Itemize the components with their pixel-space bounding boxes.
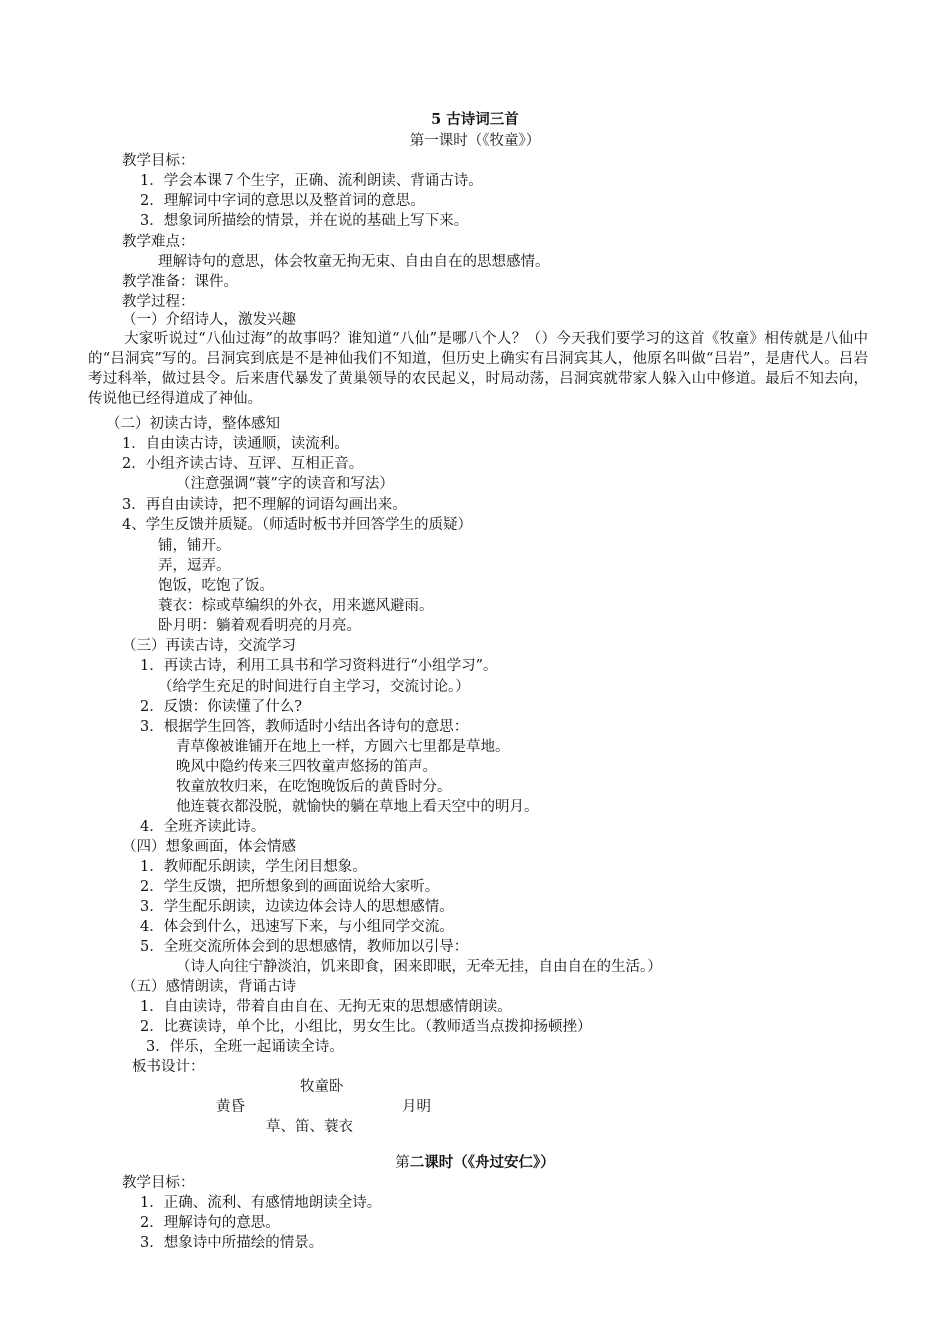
difficulty-text: 理解诗句的意思，体会牧童无拘无束、自由自在的思想感情。 bbox=[158, 254, 550, 270]
goal-item: 1．正确、流利、有感情地朗读全诗。 bbox=[140, 1195, 382, 1211]
word-gloss: 蓑衣：棕或草编织的外衣，用来遮风避雨。 bbox=[158, 598, 434, 614]
lesson1-heading: 第一课时（《牧童》） bbox=[409, 133, 541, 149]
list-item: 4、学生反馈并质疑。（师适时板书并回答学生的质疑） bbox=[122, 517, 472, 533]
list-item: 2．反馈：你读懂了什么? bbox=[140, 699, 302, 715]
board-bottom: 草、笛、蓑衣 bbox=[266, 1119, 353, 1135]
list-note: （注意强调“蓑”字的读音和写法） bbox=[176, 476, 394, 492]
word-gloss: 弄，逗弄。 bbox=[158, 558, 231, 574]
list-item: 2．学生反馈，把所想象到的画面说给大家听。 bbox=[140, 879, 440, 895]
list-item: 3．学生配乐朗读，边读边体会诗人的思想感情。 bbox=[140, 899, 454, 915]
list-item: 5．全班交流所体会到的思想感情，教师加以引导： bbox=[140, 939, 469, 955]
preparation-text: 教学准备：课件。 bbox=[122, 274, 238, 290]
goals-label: 教学目标： bbox=[122, 1175, 195, 1191]
difficulty-label: 教学难点： bbox=[122, 234, 195, 250]
line-meaning: 青草像被谁铺开在地上一样，方圆六七里都是草地。 bbox=[176, 739, 510, 755]
list-note: （诗人向往宁静淡泊，饥来即食，困来即眠，无牵无挂，自由自在的生活。） bbox=[176, 959, 662, 975]
board-top: 牧童卧 bbox=[300, 1079, 344, 1095]
list-item: 4．体会到什么，迅速写下来，与小组同学交流。 bbox=[140, 919, 454, 935]
section-3-title: （三）再读古诗，交流学习 bbox=[122, 638, 296, 654]
list-note: （给学生充足的时间进行自主学习，交流讨论。） bbox=[158, 679, 470, 695]
word-gloss: 卧月明：躺着观看明亮的月亮。 bbox=[158, 618, 361, 634]
section-1-title: （一）介绍诗人，激发兴趣 bbox=[122, 312, 296, 328]
goal-item: 2．理解诗句的意思。 bbox=[140, 1215, 280, 1231]
section-1-paragraph: 大家听说过“八仙过海”的故事吗？谁知道“八仙”是哪八个人？（）今天我们要学习的这首《牧童》相传就是八仙中的“吕洞宾”写的。吕洞宾到底是不是神仙我们不知道，但历史上确实有吕洞宾其人，他原名叫做“吕岩”，是唐代人。吕岩考过科举，做过县令。后来唐代暴发了黄巢领导的农民起义，时局动荡，吕洞宾就带家人躲入山中修道。最后不知去向，传说他已经得道成了神仙。 bbox=[88, 331, 868, 407]
goal-item: 3．想象诗中所描绘的情景。 bbox=[140, 1235, 324, 1251]
goals-label: 教学目标： bbox=[122, 153, 195, 169]
list-item: 1．教师配乐朗读，学生闭目想象。 bbox=[140, 859, 367, 875]
board-right: 月明 bbox=[402, 1099, 431, 1115]
list-item: 2．小组齐读古诗、互评、互相正音。 bbox=[122, 456, 364, 472]
goal-item: 2．理解词中字词的意思以及整首词的意思。 bbox=[140, 193, 425, 209]
list-item: 2．比赛读诗，单个比，小组比，男女生比。（教师适当点拨抑扬顿挫） bbox=[140, 1019, 592, 1035]
section-5-title: （五）感情朗读，背诵古诗 bbox=[122, 979, 296, 995]
section-2-title: （二）初读古诗，整体感知 bbox=[106, 416, 280, 432]
line-meaning: 他连蓑衣都没脱，就愉快的躺在草地上看天空中的明月。 bbox=[176, 799, 539, 815]
word-gloss: 铺，铺开。 bbox=[158, 538, 231, 554]
list-item: 4．全班齐读此诗。 bbox=[140, 819, 266, 835]
list-item: 3．再自由读诗，把不理解的词语勾画出来。 bbox=[122, 497, 407, 513]
document-title: 5 古诗词三首 bbox=[431, 111, 519, 128]
goal-item: 1．学会本课７个生字，正确、流利朗读、背诵古诗。 bbox=[140, 173, 483, 189]
list-item: 3．根据学生回答，教师适时小结出各诗句的意思： bbox=[140, 719, 469, 735]
line-meaning: 晚风中隐约传来三四牧童声悠扬的笛声。 bbox=[176, 759, 437, 775]
list-item: 3．伴乐，全班一起诵读全诗。 bbox=[146, 1039, 344, 1055]
lesson2-heading-bold: 二课时（《舟过安仁》） bbox=[409, 1154, 555, 1171]
list-item: 1．再读古诗，利用工具书和学习资料进行“小组学习”。 bbox=[140, 658, 498, 674]
lesson2-heading bbox=[0, 1153, 950, 1173]
board-label: 板书设计： bbox=[132, 1059, 205, 1075]
list-item: 1．自由读诗，带着自由自在、无拘无束的思想感情朗读。 bbox=[140, 999, 512, 1015]
goal-item: 3．想象词所描绘的情景，并在说的基础上写下来。 bbox=[140, 213, 469, 229]
process-label: 教学过程： bbox=[122, 294, 195, 310]
line-meaning: 牧童放牧归来，在吃饱晚饭后的黄昏时分。 bbox=[176, 779, 452, 795]
section-4-title: （四）想象画面，体会情感 bbox=[122, 839, 296, 855]
lesson2-heading-plain: 第 bbox=[395, 1155, 410, 1171]
list-item: 1．自由读古诗，读通顺，读流利。 bbox=[122, 436, 349, 452]
board-left: 黄昏 bbox=[216, 1099, 245, 1115]
word-gloss: 饱饭，吃饱了饭。 bbox=[158, 578, 274, 594]
